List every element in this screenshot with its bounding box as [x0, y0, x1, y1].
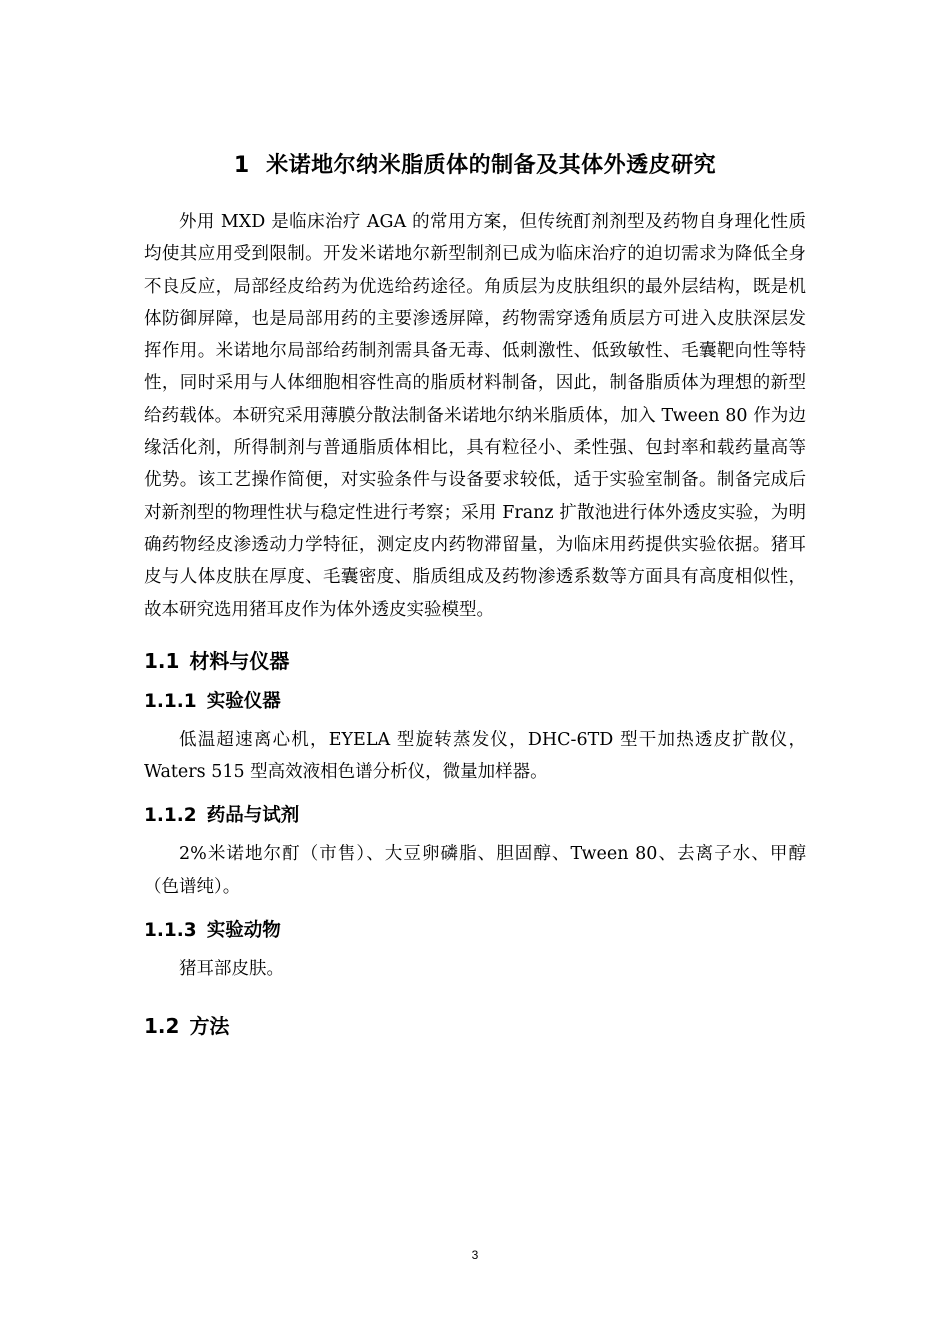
- instruments-paragraph: 低温超速离心机，EYELA 型旋转蒸发仪，DHC-6TD 型干加热透皮扩散仪，Waters 515 型高效液相色谱分析仪，微量加样器。: [144, 729, 806, 783]
- section-number: 1.1.2: [144, 805, 197, 827]
- chapter-number: 1: [233, 153, 250, 178]
- section-title: 实验仪器: [206, 690, 281, 712]
- section-title: 材料与仪器: [189, 648, 290, 673]
- section-heading-1-1-3: [144, 917, 806, 945]
- section-heading-1-1-1: [144, 688, 806, 716]
- reagents-paragraph: 2%米诺地尔酊（市售）、大豆卵磷脂、胆固醇、Tween 80、去离子水、甲醇（色谱纯）。: [144, 844, 806, 897]
- animals-paragraph: 猪耳部皮肤。: [179, 959, 284, 980]
- section-title: 药品与试剂: [206, 805, 300, 827]
- section-heading-1-1-2: [144, 802, 806, 830]
- section-heading-1-2: [144, 1011, 806, 1041]
- chapter-title: [144, 150, 806, 182]
- section-number: 1.1.3: [144, 920, 197, 942]
- page-number: 3: [471, 1248, 479, 1262]
- section-number: 1.1.1: [144, 690, 197, 712]
- section-number: 1.2: [144, 1014, 180, 1039]
- section-number: 1.1: [144, 648, 180, 673]
- section-title: 方法: [189, 1014, 230, 1039]
- section-title: 实验动物: [206, 920, 281, 942]
- page-content: [144, 150, 806, 1053]
- chapter-title-text: 米诺地尔纳米脂质体的制备及其体外透皮研究: [266, 153, 717, 178]
- intro-paragraph: 外用 MXD 是临床治疗 AGA 的常用方案，但传统酊剂剂型及药物自身理化性质均使其应用受到限制。开发米诺地尔新型制剂已成为临床治疗的迫切需求为降低全身不良反应，局部经皮给药为优选给药途径。角质层为皮肤组织的最外层结构，既是机体防御屏障，也是局部用药的主要渗透屏障，药物需穿透角质层方可进入皮肤深层发挥作用。米诺地尔局部给药制剂需具备无毒、低刺激性、低致敏性、毛囊靶向性等特性，同时采用与人体细胞相容性高的脂质材料制备，因此，制备脂质体为理想的新型给药载体。本研究采用薄膜分散法制备米诺地尔纳米脂质体，加入 Tween 80 作为边缘活化剂，所得制剂与普通脂质体相比，具有粒径小、柔性强、包封率和载药量高等优势。该工艺操作简便，对实验条件与设备要求较低，适于实验室制备。制备完成后对新剂型的物理性状与稳定性进行考察；采用 Franz 扩散池进行体外透皮实验，为明确药物经皮渗透动力学特征，测定皮内药物滞留量，为临床用药提供实验依据。猪耳皮与人体皮肤在厚度、毛囊密度、脂质组成及药物渗透系数等方面具有高度相似性，故本研究选用猪耳皮作为体外透皮实验模型。: [144, 212, 806, 620]
- section-heading-1-1: [144, 646, 806, 676]
